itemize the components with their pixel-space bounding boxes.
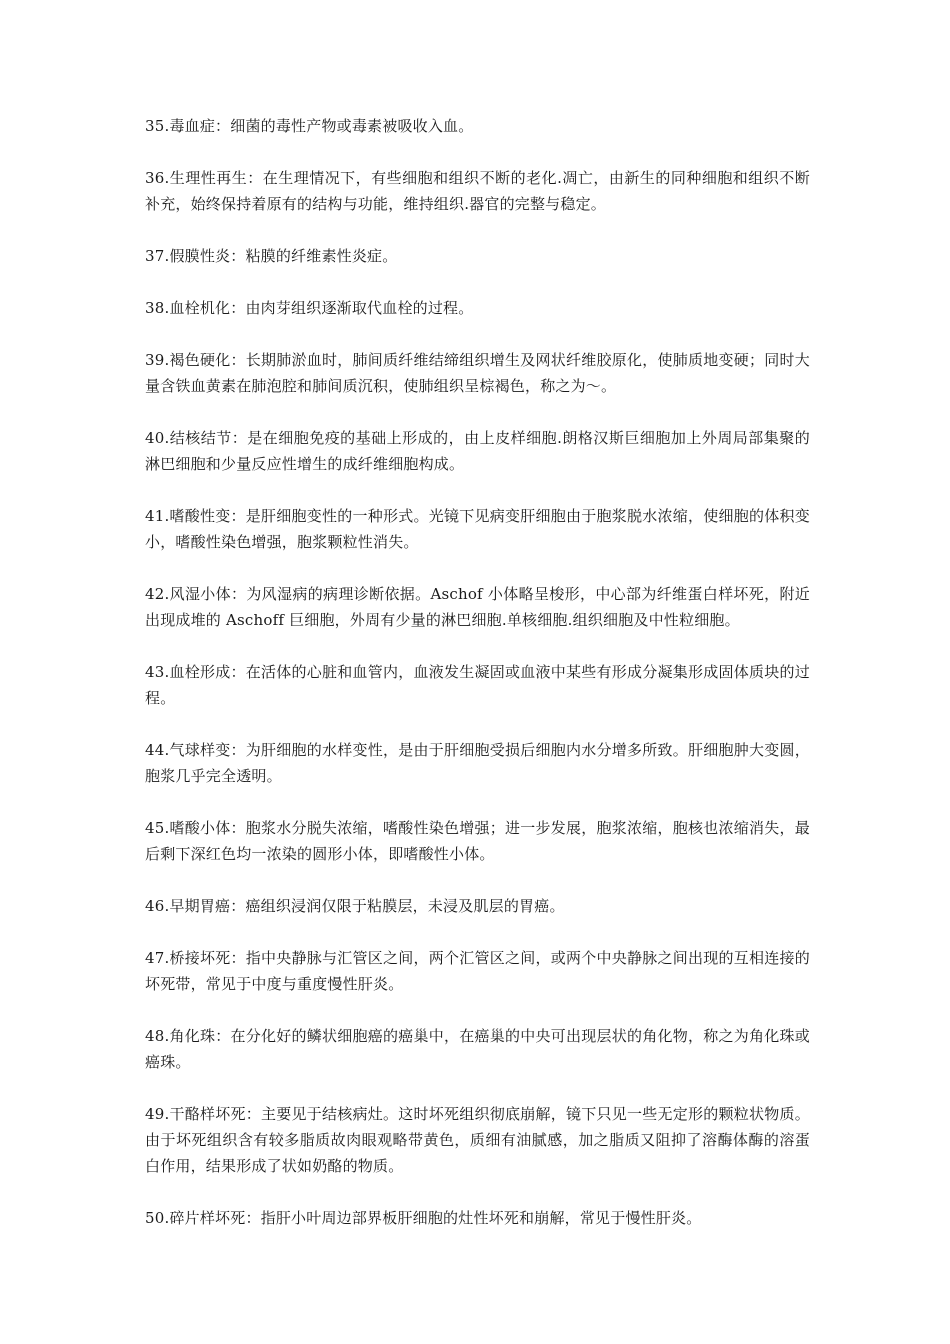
glossary-entry-48: 48.角化珠：在分化好的鳞状细胞癌的癌巢中，在癌巢的中央可出现层状的角化物，称之为角化珠或癌珠。	[145, 1027, 810, 1071]
glossary-entry-49: 49.干酪样坏死：主要见于结核病灶。这时坏死组织彻底崩解，镜下只见一些无定形的颗粒状物质。由于坏死组织含有较多脂质故肉眼观略带黄色，质细有油腻感，加之脂质又阻抑了溶酶体酶的溶蛋白作用，结果形成了状如奶酪的物质。	[145, 1105, 810, 1175]
glossary-entry-35: 35.毒血症：细菌的毒性产物或毒素被吸收入血。	[145, 117, 474, 135]
glossary-entry-43: 43.血栓形成：在活体的心脏和血管内，血液发生凝固或血液中某些有形成分凝集形成固体质块的过程。	[145, 663, 810, 707]
glossary-entry-39: 39.褐色硬化：长期肺淤血时，肺间质纤维结缔组织增生及网状纤维胶原化，使肺质地变硬；同时大量含铁血黄素在肺泡腔和肺间质沉积，使肺组织呈棕褐色，称之为～。	[145, 351, 810, 395]
glossary-list	[145, 113, 810, 1257]
glossary-entry-44: 44.气球样变：为肝细胞的水样变性，是由于肝细胞受损后细胞内水分增多所致。肝细胞肿大变圆，胞浆几乎完全透明。	[145, 741, 810, 785]
glossary-entry-50: 50.碎片样坏死：指肝小叶周边部界板肝细胞的灶性坏死和崩解，常见于慢性肝炎。	[145, 1209, 702, 1227]
glossary-entry-46: 46.早期胃癌：癌组织浸润仅限于粘膜层，未浸及肌层的胃癌。	[145, 897, 565, 915]
glossary-entry-37: 37.假膜性炎：粘膜的纤维素性炎症。	[145, 247, 398, 265]
glossary-entry-45: 45.嗜酸小体：胞浆水分脱失浓缩，嗜酸性染色增强；进一步发展，胞浆浓缩，胞核也浓缩消失，最后剩下深红色均一浓染的圆形小体，即嗜酸性小体。	[145, 819, 810, 863]
glossary-entry-42: 42.风湿小体：为风湿病的病理诊断依据。Aschof 小体略呈梭形，中心部为纤维蛋白样坏死，附近出现成堆的 Aschoff 巨细胞，外周有少量的淋巴细胞.单核细胞.组织细胞及中性粒细胞。	[145, 585, 810, 629]
glossary-entry-36: 36.生理性再生：在生理情况下，有些细胞和组织不断的老化.凋亡，由新生的同种细胞和组织不断补充，始终保持着原有的结构与功能，维持组织.器官的完整与稳定。	[145, 169, 810, 213]
glossary-entry-38: 38.血栓机化：由肉芽组织逐渐取代血栓的过程。	[145, 299, 474, 317]
glossary-entry-40: 40.结核结节：是在细胞免疫的基础上形成的，由上皮样细胞.朗格汉斯巨细胞加上外周局部集聚的淋巴细胞和少量反应性增生的成纤维细胞构成。	[145, 429, 810, 473]
glossary-entry-47: 47.桥接坏死：指中央静脉与汇管区之间，两个汇管区之间，或两个中央静脉之间出现的互相连接的坏死带，常见于中度与重度慢性肝炎。	[145, 949, 810, 993]
glossary-entry-41: 41.嗜酸性变：是肝细胞变性的一种形式。光镜下见病变肝细胞由于胞浆脱水浓缩，使细胞的体积变小，嗜酸性染色增强，胞浆颗粒性消失。	[145, 507, 810, 551]
